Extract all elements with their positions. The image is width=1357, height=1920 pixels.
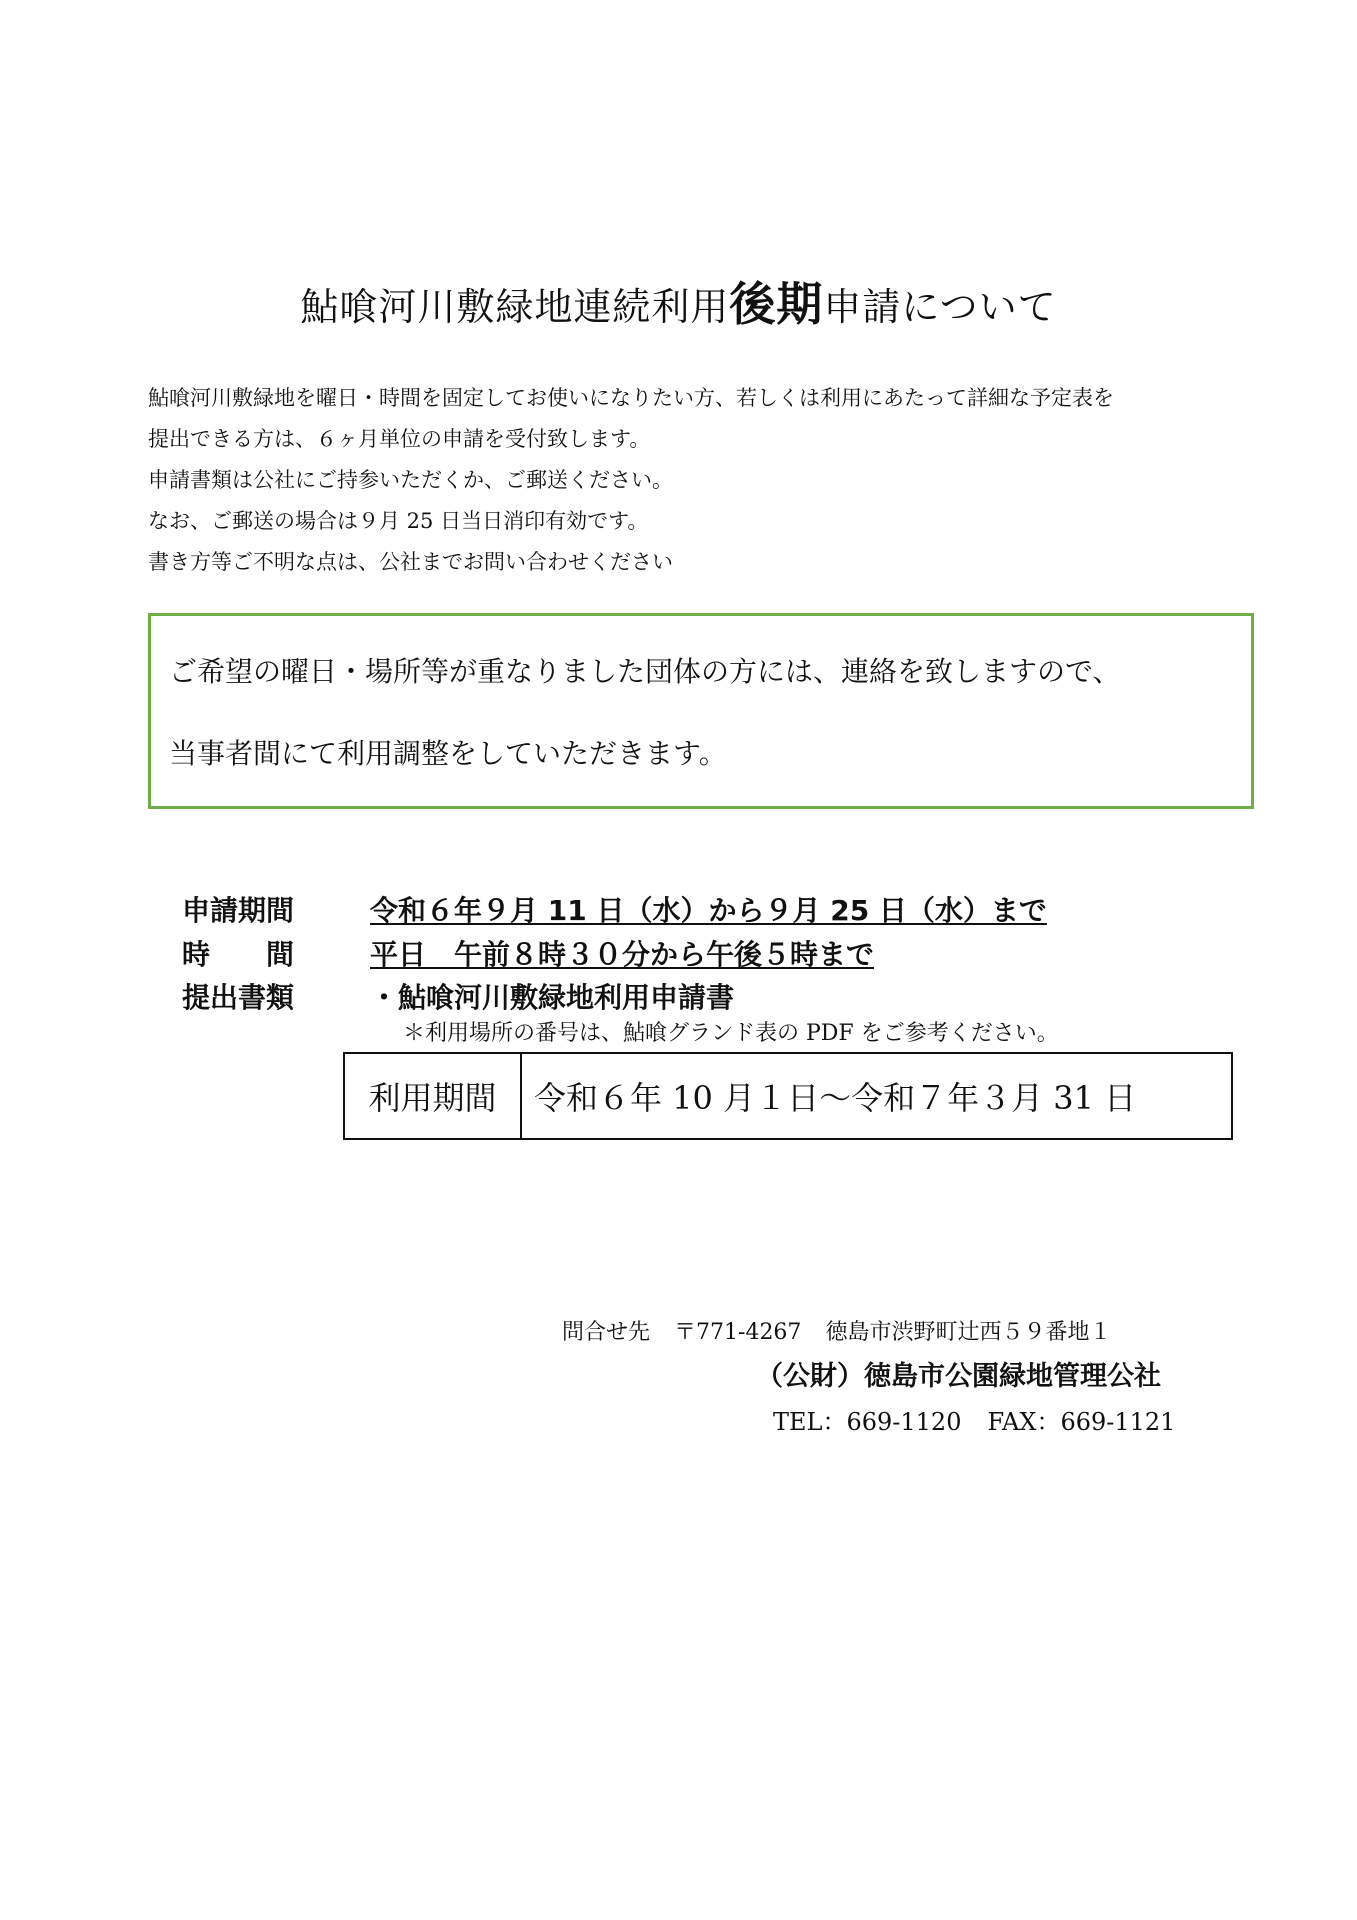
documents-note: ＊利用場所の番号は、鮎喰グランド表の PDF をご参考ください。 [403, 1021, 1059, 1046]
postal-code: 〒771-4267 [674, 1320, 802, 1345]
address: 徳島市渋野町辻西５９番地１ [825, 1320, 1112, 1345]
hours-value: 平日 午前８時３０分から午後５時まで [370, 938, 875, 971]
title-main: 鮎喰河川敷緑地連続利用 [300, 285, 730, 329]
tel-number: TEL：669-1120 [773, 1408, 962, 1436]
organization-name: （公財）徳島市公園緑地管理公社 [756, 1361, 1161, 1392]
usage-period-label: 利用期間 [345, 1054, 522, 1138]
hours-label: 時 間 [182, 938, 295, 971]
notice-box [148, 613, 1254, 809]
documents-label: 提出書類 [182, 981, 295, 1014]
intro-line: 申請書類は公社にご持参いただくか、ご郵送ください。 [148, 468, 673, 492]
usage-period-table [343, 1052, 1233, 1140]
intro-line: 提出できる方は、６ヶ月単位の申請を受付致します。 [148, 427, 651, 451]
intro-text [148, 378, 1268, 583]
usage-period-value: 令和６年 10 月１日～令和７年３月 31 日 [534, 1079, 1137, 1117]
application-period-label: 申請期間 [182, 894, 295, 927]
intro-line: 鮎喰河川敷緑地を曜日・時間を固定してお使いになりたい方、若しくは利用にあたって詳細な予定表を [148, 386, 1114, 410]
fax-number: FAX：669-1121 [987, 1408, 1176, 1436]
intro-line: なお、ご郵送の場合は９月 25 日当日消印有効です。 [148, 509, 649, 533]
intro-line: 書き方等ご不明な点は、公社までお問い合わせください [148, 550, 673, 574]
contact-phone-line [773, 1402, 1175, 1437]
contact-address-line [562, 1315, 1111, 1346]
title-suffix: 申請について [823, 285, 1057, 329]
application-period-value: 令和６年９月 11 日（水）から９月 25 日（水）まで [370, 894, 1047, 927]
notice-line-1: ご希望の曜日・場所等が重なりました団体の方には、連絡を致しますので、 [169, 655, 1121, 688]
notice-line-2: 当事者間にて利用調整をしていただきます。 [169, 737, 727, 770]
page-title [0, 268, 1357, 334]
documents-value: ・鮎喰河川敷緑地利用申請書 [370, 981, 735, 1014]
contact-heading: 問合せ先 [562, 1320, 651, 1345]
title-emphasis: 後期 [729, 277, 824, 331]
